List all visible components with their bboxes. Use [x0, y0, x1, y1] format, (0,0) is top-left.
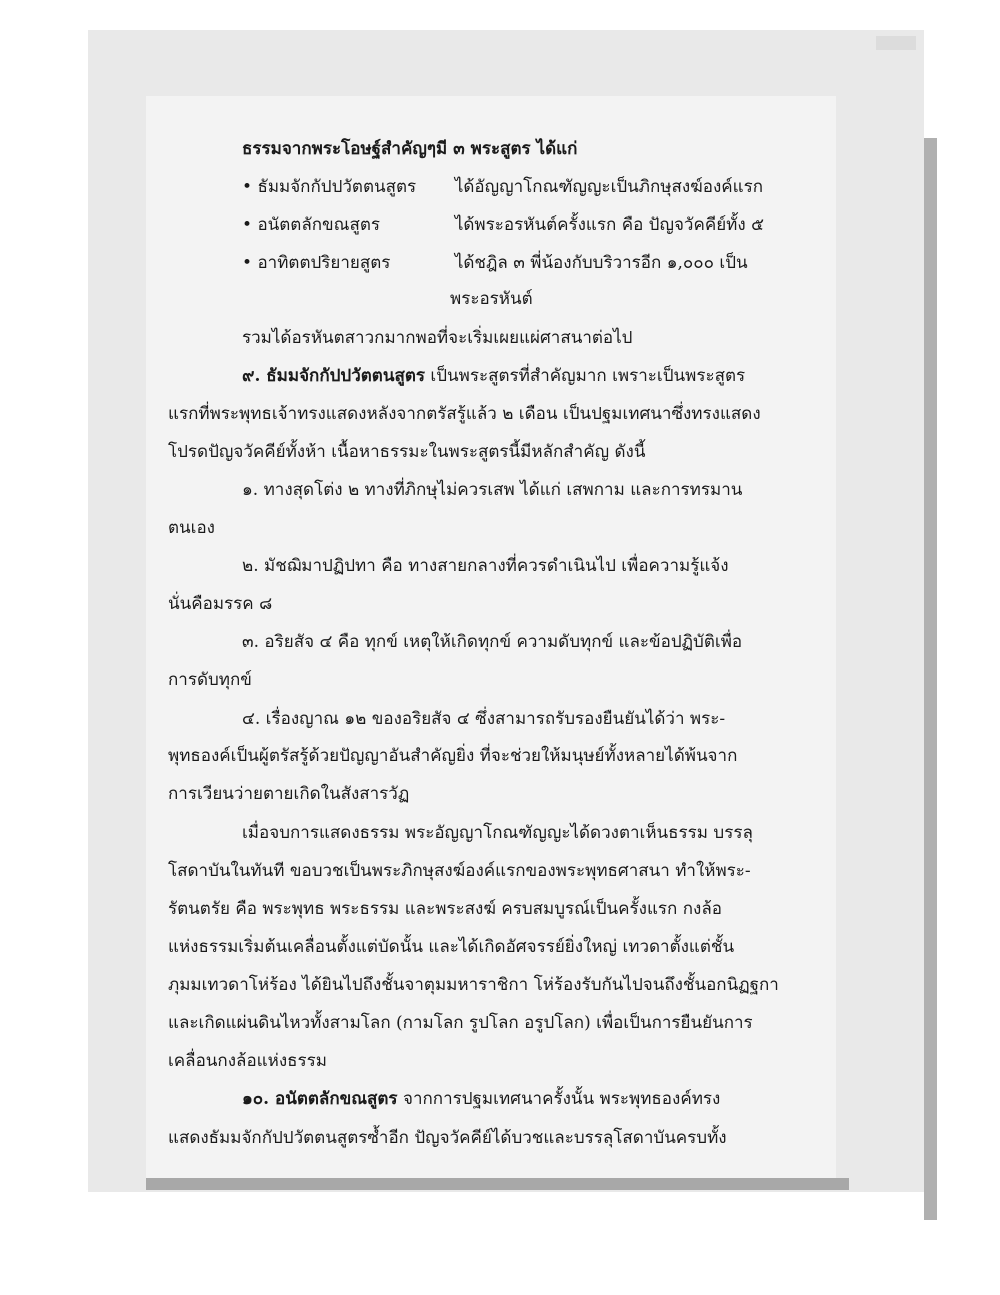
sutra-item	[242, 251, 748, 275]
sutra-result-cont: พระอรหันต์	[450, 289, 533, 309]
section10-title: ๑๐. อนัตตลักขณสูตร	[242, 1089, 398, 1109]
summary-line: รวมได้อรหันตสาวกมากพอที่จะเริ่มเผยแผ่ศาสนาต่อไป	[242, 328, 633, 348]
paragraph-line: รัตนตรัย คือ พระพุทธ พระธรรม และพระสงฆ์ ครบสมบูรณ์เป็นครั้งแรก กงล้อ	[168, 899, 722, 919]
section9-title: ๙. ธัมมจักกัปปวัตตนสูตร	[242, 366, 425, 386]
sutra-name: ธัมมจักกัปปวัตตนสูตร	[257, 177, 417, 197]
section10-line2: แสดงธัมมจักกัปปวัตตนสูตรซ้ำอีก ปัญจวัคคีย์ได้บวชและบรรลุโสดาบันครบทั้ง	[168, 1128, 727, 1148]
page-shadow-bottom	[146, 1178, 849, 1190]
paragraph-line: ภุมมเทวดาโห่ร้อง ได้ยินไปถึงชั้นจาตุมมหาราชิกา โห่ร้องรับกันไปจนถึงชั้นอกนิฏฐกา	[168, 975, 779, 995]
sutra-item	[242, 213, 764, 237]
section9-line3: โปรดปัญจวัคคีย์ทั้งห้า เนื้อหาธรรมะในพระสูตรนี้มีหลักสำคัญ ดังนี้	[168, 442, 646, 462]
sutra-item	[242, 175, 763, 199]
paragraph-line: และเกิดแผ่นดินไหวทั้งสามโลก (กามโลก รูปโลก อรูปโลก) เพื่อเป็นการยืนยันการ	[168, 1013, 753, 1033]
point-1: ๑. ทางสุดโต่ง ๒ ทางที่ภิกษุไม่ควรเสพ ได้แก่ เสพกาม และการทรมาน	[242, 480, 743, 500]
section9-line2: แรกที่พระพุทธเจ้าทรงแสดงหลังจากตรัสรู้แล้ว ๒ เดือน เป็นปฐมเทศนาซึ่งทรงแสดง	[168, 404, 761, 424]
book-page	[146, 96, 836, 1178]
heading: ธรรมจากพระโอษฐ์สำคัญๆมี ๓ พระสูตร ได้แก่	[242, 139, 578, 159]
point-4-cont: การเวียนว่ายตายเกิดในสังสารวัฏ	[168, 784, 410, 804]
section9-line1: ๙. ธัมมจักกัปปวัตตนสูตร เป็นพระสูตรที่สำคัญมาก เพราะเป็นพระสูตร	[242, 366, 746, 386]
point-3: ๓. อริยสัจ ๔ คือ ทุกข์ เหตุให้เกิดทุกข์ ความดับทุกข์ และข้อปฏิบัติเพื่อ	[242, 632, 743, 652]
section10-line1: ๑๐. อนัตตลักขณสูตร จากการปฐมเทศนาครั้งนั้น พระพุทธองค์ทรง	[242, 1089, 721, 1109]
bullet: •	[242, 177, 253, 197]
page-shadow-right	[924, 138, 937, 1220]
paragraph-line: โสดาบันในทันที ขอบวชเป็นพระภิกษุสงฆ์องค์แรกของพระพุทธศาสนา ทำให้พระ-	[168, 861, 751, 881]
point-2-cont: นั่นคือมรรค ๘	[168, 594, 273, 614]
sutra-result: ได้ชฎิล ๓ พี่น้องกับบริวารอีก ๑,๐๐๐ เป็น	[454, 253, 748, 273]
paragraph-line: เคลื่อนกงล้อแห่งธรรม	[168, 1051, 327, 1071]
scan-artifact	[876, 36, 916, 50]
point-1-cont: ตนเอง	[168, 518, 215, 538]
paragraph-line: เมื่อจบการแสดงธรรม พระอัญญาโกณฑัญญะได้ดวงตาเห็นธรรม บรรลุ	[242, 823, 753, 843]
bullet: •	[242, 215, 253, 235]
sutra-result: ได้อัญญาโกณฑัญญะเป็นภิกษุสงฆ์องค์แรก	[454, 177, 764, 197]
bullet: •	[242, 253, 253, 273]
point-3-cont: การดับทุกข์	[168, 670, 252, 690]
paragraph-line: แห่งธรรมเริ่มต้นเคลื่อนตั้งแต่บัดนั้น และได้เกิดอัศจรรย์ยิ่งใหญ่ เทวดาตั้งแต่ชั้น	[168, 937, 735, 957]
sutra-name: อาทิตตปริยายสูตร	[257, 253, 391, 273]
point-2: ๒. มัชฌิมาปฏิปทา คือ ทางสายกลางที่ควรดำเนินไป เพื่อความรู้แจ้ง	[242, 556, 729, 576]
point-4-cont: พุทธองค์เป็นผู้ตรัสรู้ด้วยปัญญาอันสำคัญยิ่ง ที่จะช่วยให้มนุษย์ทั้งหลายได้พ้นจาก	[168, 746, 738, 766]
sutra-name: อนัตตลักขณสูตร	[257, 215, 380, 235]
point-4: ๔. เรื่องญาณ ๑๒ ของอริยสัจ ๔ ซึ่งสามารถรับรองยืนยันได้ว่า พระ-	[242, 709, 726, 729]
sutra-result: ได้พระอรหันต์ครั้งแรก คือ ปัญจวัคคีย์ทั้ง ๕	[454, 215, 764, 235]
